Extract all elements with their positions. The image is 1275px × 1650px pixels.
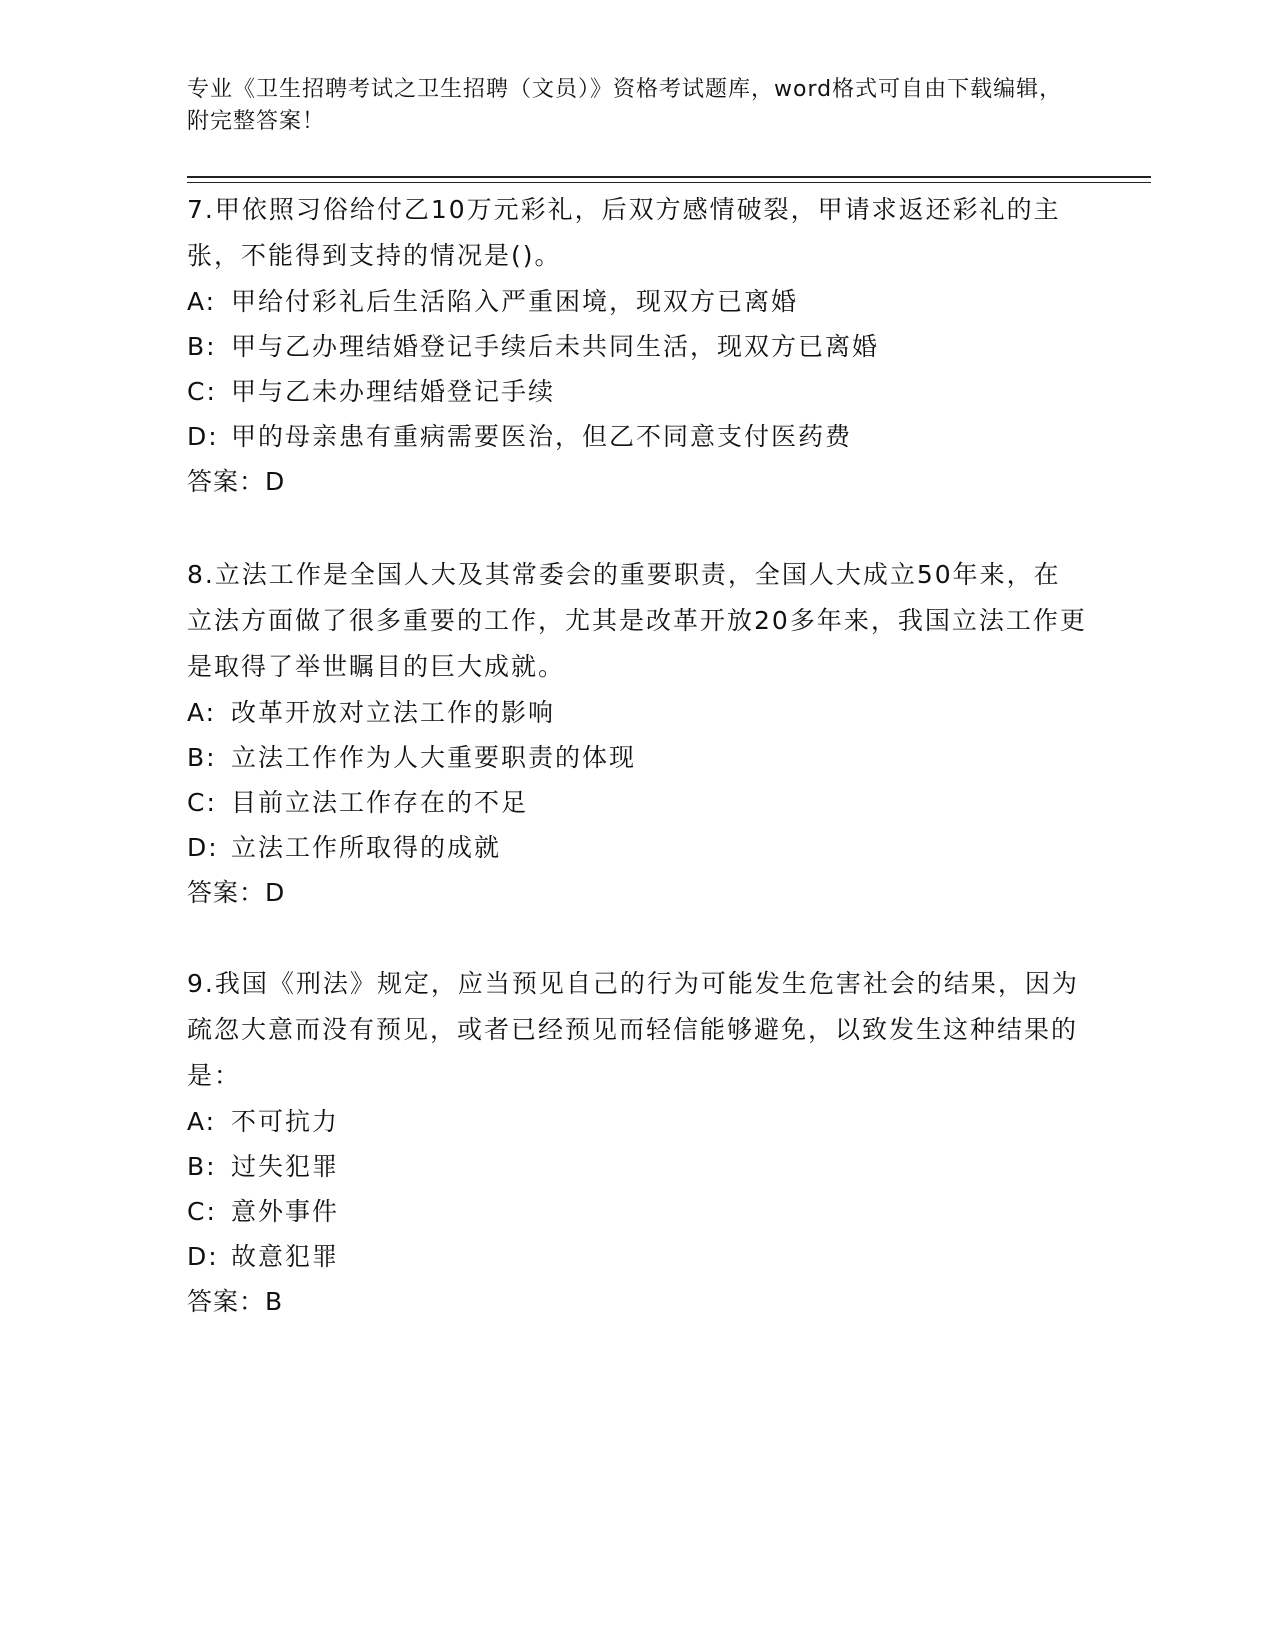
option-text: 故意犯罪 [231, 1242, 340, 1271]
option-text: 甲与乙未办理结婚登记手续 [231, 377, 556, 406]
header-divider-thick [187, 176, 1151, 178]
option-d [187, 414, 1087, 459]
option-text: 立法工作所取得的成就 [231, 833, 502, 862]
question-8 [187, 552, 1087, 915]
option-c [187, 1189, 1087, 1234]
option-letter: D: [187, 1242, 219, 1271]
answer-line: 答案：D [187, 467, 286, 496]
option-b [187, 324, 1087, 369]
option-letter: C: [187, 377, 217, 406]
option-letter: A: [187, 1107, 217, 1136]
option-a [187, 279, 1087, 324]
option-letter: A: [187, 287, 217, 316]
question-text: 8.立法工作是全国人大及其常委会的重要职责，全国人大成立50年来，在立法方面做了很多重要的工作，尤其是改革开放20多年来，我国立法工作更是取得了举世瞩目的巨大成就。 [187, 560, 1087, 681]
question-text: 7.甲依照习俗给付乙10万元彩礼，后双方感情破裂，甲请求返还彩礼的主张，不能得到支持的情况是()。 [187, 195, 1061, 270]
option-text: 目前立法工作存在的不足 [231, 788, 529, 817]
option-b [187, 735, 1087, 780]
option-letter: B: [187, 743, 217, 772]
option-letter: C: [187, 788, 217, 817]
option-letter: B: [187, 1152, 217, 1181]
option-text: 过失犯罪 [231, 1152, 340, 1181]
answer-line: 答案：D [187, 878, 286, 907]
option-d [187, 825, 1087, 870]
option-letter: C: [187, 1197, 217, 1226]
option-text: 甲与乙办理结婚登记手续后未共同生活，现双方已离婚 [231, 332, 880, 361]
option-d [187, 1234, 1087, 1279]
option-a [187, 690, 1087, 735]
option-text: 立法工作作为人大重要职责的体现 [231, 743, 637, 772]
option-letter: D: [187, 422, 219, 451]
option-text: 改革开放对立法工作的影响 [231, 698, 556, 727]
question-text: 9.我国《刑法》规定，应当预见自己的行为可能发生危害社会的结果，因为疏忽大意而没有预见，或者已经预见而轻信能够避免，以致发生这种结果的是： [187, 969, 1079, 1090]
question-9 [187, 961, 1087, 1324]
option-c [187, 780, 1087, 825]
option-c [187, 369, 1087, 414]
question-7 [187, 187, 1087, 504]
option-text: 意外事件 [231, 1197, 340, 1226]
header-divider-thin [187, 182, 1151, 183]
answer-line: 答案：B [187, 1287, 284, 1316]
option-letter: A: [187, 698, 217, 727]
option-text: 不可抗力 [231, 1107, 340, 1136]
option-a [187, 1099, 1087, 1144]
document-header: 专业《卫生招聘考试之卫生招聘（文员）》资格考试题库，word格式可自由下载编辑，附完整答案！ [187, 77, 1063, 134]
option-letter: B: [187, 332, 217, 361]
option-text: 甲的母亲患有重病需要医治，但乙不同意支付医药费 [231, 422, 853, 451]
option-text: 甲给付彩礼后生活陷入严重困境，现双方已离婚 [231, 287, 799, 316]
option-b [187, 1144, 1087, 1189]
option-letter: D: [187, 833, 219, 862]
